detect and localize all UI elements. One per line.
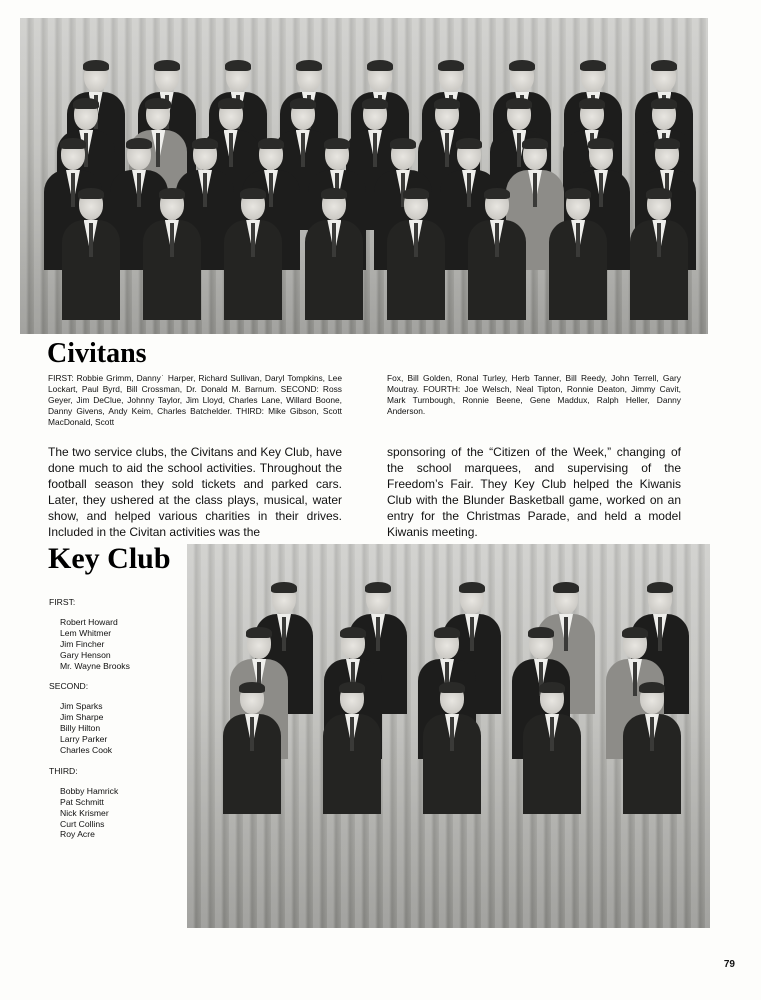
civitans-heading: Civitans (47, 338, 147, 369)
roster-name: Curt Collins (60, 818, 105, 829)
key-club-heading: Key Club (48, 542, 171, 575)
person (305, 190, 363, 310)
civitans-caption-left: FIRST: Robbie Grimm, Danny˙ Harper, Richard Sullivan, Daryl Tompkins, Lee Lockart, Paul Byrd, Bill Crossman, Dr. Donald M. Barnum. SECOND: Ross Geyer, Jim DeClue, Johnny Taylor, Jim Lloyd, Charles Lane, Willard Boone, Danny Givens, Andy Keim, Charles Batchelder. THIRD: Mike Gibson, Scott MacDonald, Scott (48, 373, 342, 427)
roster-first-list (49, 617, 130, 672)
roster-name: Mr. Wayne Brooks (60, 660, 130, 671)
person (549, 190, 607, 310)
story-column-left: The two service clubs, the Civitans and Key Club, have done much to aid the school activities. Throughout the football season they sold tickets and parked cars. Later, they ushered at the class plays, musical, water show, and helped various charities in their drives. Included in the Civitan activities was the (48, 445, 342, 539)
roster-third-list (49, 786, 130, 841)
person (143, 190, 201, 310)
roster-name: Nick Krismer (60, 807, 109, 818)
person (623, 684, 681, 804)
roster-name: Larry Parker (60, 734, 108, 745)
key-club-row-front (202, 684, 702, 804)
roster-name: Jim Fincher (60, 638, 105, 649)
person (423, 684, 481, 804)
key-club-roster (49, 597, 130, 850)
roster-label-second: SECOND: (49, 681, 89, 692)
key-club-group-photo (187, 544, 710, 928)
civitans-group-photo (20, 18, 708, 334)
person (224, 190, 282, 310)
roster-name: Pat Schmitt (60, 796, 104, 807)
person (523, 684, 581, 804)
civitans-caption-right: Fox, Bill Golden, Ronal Turley, Herb Tanner, Bill Reedy, John Terrell, Gary Moutray. FOURTH: Joe Welsch, Neal Tipton, Ronnie Deaton, Jimmy Cavit, Mark Turnbough, Ronnie Beene, Gene Maddux, Ralph Heller, Danny Anderson. (387, 373, 681, 416)
roster-name: Jim Sparks (60, 701, 103, 712)
roster-name: Charles Cook (60, 744, 113, 755)
page-number: 79 (723, 959, 735, 970)
person (323, 684, 381, 804)
roster-label-first: FIRST: (49, 597, 76, 607)
roster-name: Robert Howard (60, 616, 118, 627)
civitans-row-front (50, 190, 700, 310)
roster-name: Roy Acre (60, 829, 95, 840)
person (630, 190, 688, 310)
civitans-people (20, 18, 708, 334)
person (62, 190, 120, 310)
person (387, 190, 445, 310)
person (223, 684, 281, 804)
roster-name: Jim Sharpe (60, 712, 104, 723)
roster-label-third: THIRD: (49, 765, 78, 776)
roster-name: Bobby Hamrick (60, 785, 119, 796)
roster-name: Lem Whitmer (60, 627, 112, 638)
story-column-right: sponsoring of the “Citizen of the Week,” changing of the school marquees, and supervising of the Freedom’s Fair. They Key Club helped the Kiwanis Club with the Blunder Basketball game, worked on an entry for the Christmas Parade, and held a model Kiwanis meeting. (387, 445, 681, 539)
roster-name: Gary Henson (60, 649, 111, 660)
person (468, 190, 526, 310)
key-club-people (187, 544, 710, 928)
roster-second-list (49, 701, 130, 756)
roster-name: Billy Hilton (60, 723, 101, 734)
